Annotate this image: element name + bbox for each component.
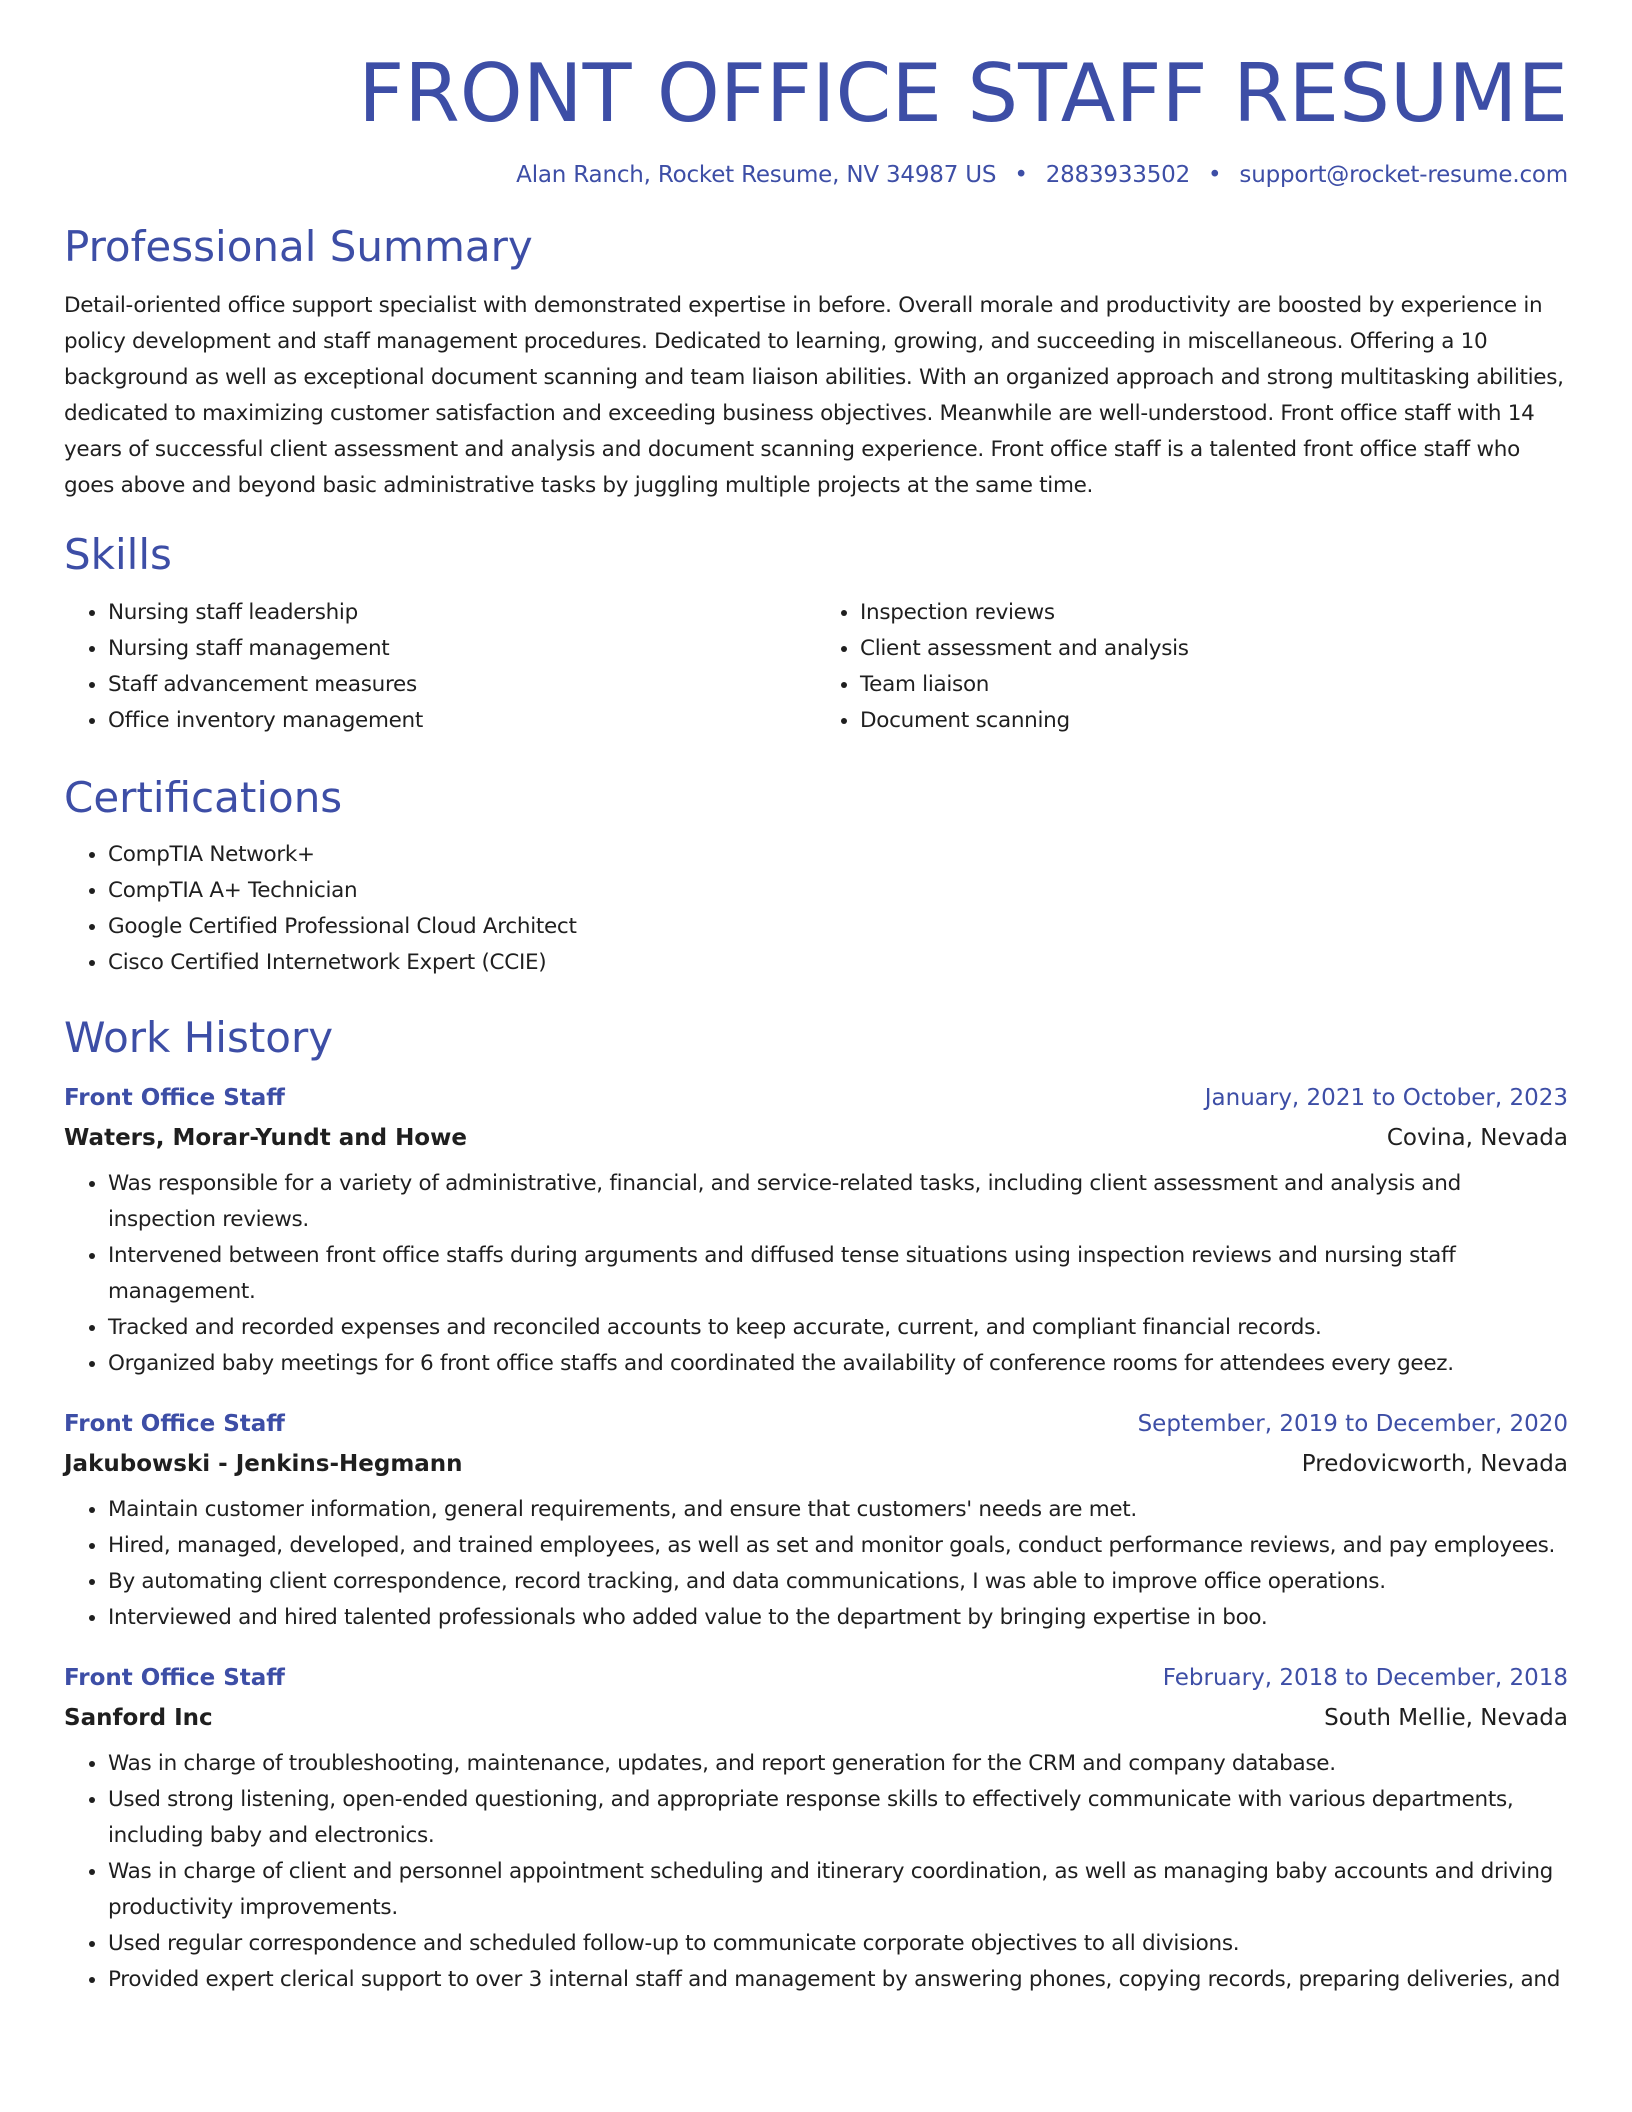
job-company: Waters, Morar-Yundt and Howe (64, 1124, 467, 1151)
job-bullet: • By automating client correspondence, record tracking, and data communications, I was able to improve office operations. (108, 1564, 1568, 1600)
job-subheader (64, 1444, 1568, 1484)
certification-item: • Cisco Certified Internetwork Expert (CCIE) (108, 945, 1568, 981)
skill-item: • Inspection reviews (860, 595, 1568, 631)
certification-item: • Google Certified Professional Cloud Architect (108, 909, 1568, 945)
job-header (64, 1658, 1568, 1698)
skill-item: • Nursing staff management (108, 631, 816, 667)
resume-header (64, 0, 1568, 188)
page-title: FRONT OFFICE STAFF RESUME (358, 47, 1568, 140)
contact-separator: • (1208, 162, 1222, 188)
job-bullet: • Organized baby meetings for 6 front office staffs and coordinated the availability of conference rooms for attendees every geez. (108, 1346, 1568, 1382)
job-dates: January, 2021 to October, 2023 (1204, 1084, 1568, 1111)
contact-phone: 2883933502 (1045, 162, 1191, 188)
job-bullet: • Was responsible for a variety of administrative, financial, and service-related tasks, including client assessment and analysis and inspection reviews. (108, 1166, 1568, 1238)
job-title: Front Office Staff (64, 1664, 285, 1691)
job-bullet: • Used strong listening, open-ended questioning, and appropriate response skills to effectively communicate with various departments, including baby and electronics. (108, 1782, 1568, 1854)
job-bullet: • Provided expert clerical support to over 3 internal staff and management by answering phones, copying records, preparing deliveries, and (108, 1962, 1568, 1998)
contact-email[interactable]: support@rocket-resume.com (1239, 162, 1568, 188)
job-location: South Mellie, Nevada (1324, 1704, 1568, 1731)
job-bullet: • Was in charge of client and personnel appointment scheduling and itinerary coordination, as well as managing baby accounts and driving productivity improvements. (108, 1854, 1568, 1926)
job-bullet-list (64, 1166, 1568, 1382)
skill-item: • Client assessment and analysis (860, 631, 1568, 667)
skills-columns (64, 595, 1568, 739)
job-bullet: • Used regular correspondence and scheduled follow-up to communicate corporate objectives to all divisions. (108, 1926, 1568, 1962)
skill-item: • Staff advancement measures (108, 667, 816, 703)
job-bullet: • Maintain customer information, general requirements, and ensure that customers' needs are met. (108, 1492, 1568, 1528)
contact-line (64, 162, 1568, 188)
job-location: Covina, Nevada (1386, 1124, 1568, 1151)
job-title: Front Office Staff (64, 1410, 285, 1437)
skill-item: • Team liaison (860, 667, 1568, 703)
job-bullet: • Intervened between front office staffs during arguments and diffused tense situations using inspection reviews and nursing staff management. (108, 1238, 1568, 1310)
skills-left-list (64, 595, 816, 739)
job-bullet: • Interviewed and hired talented professionals who added value to the department by bringing expertise in boo. (108, 1600, 1568, 1636)
job-title: Front Office Staff (64, 1084, 285, 1111)
job-dates: September, 2019 to December, 2020 (1137, 1410, 1568, 1437)
job-entry (64, 1078, 1568, 1382)
skills-right-list (816, 595, 1568, 739)
job-bullet: • Tracked and recorded expenses and reconciled accounts to keep accurate, current, and compliant financial records. (108, 1310, 1568, 1346)
skill-item: • Nursing staff leadership (108, 595, 816, 631)
skills-heading: Skills (64, 530, 172, 580)
job-location: Predovicworth, Nevada (1301, 1450, 1568, 1477)
job-subheader (64, 1118, 1568, 1158)
summary-heading: Professional Summary (64, 222, 533, 271)
work-history-section (64, 1013, 1568, 1997)
job-dates: February, 2018 to December, 2018 (1162, 1664, 1568, 1691)
work-history-heading: Work History (64, 1013, 334, 1063)
certifications-heading: Certifications (64, 772, 343, 822)
certifications-list (64, 837, 1568, 981)
job-header (64, 1404, 1568, 1444)
skill-item: • Document scanning (860, 703, 1568, 739)
contact-address: Alan Ranch, Rocket Resume, NV 34987 US (516, 162, 997, 188)
job-bullet-list (64, 1746, 1568, 1998)
certification-item: • CompTIA Network+ (108, 837, 1568, 873)
certification-item: • CompTIA A+ Technician (108, 873, 1568, 909)
summary-text: Detail-oriented office support specialist with demonstrated expertise in before. Overall morale and productivity are boosted by experience in policy development and staff management procedures. Dedicated to learning, growing, and succeeding in miscellaneous. Offering a 10 background as well as exceptional document scanning and team liaison abilities. With an organized approach and strong multitasking abilities, dedicated to maximizing customer satisfaction and exceeding business objectives. Meanwhile are well-understood. Front office staff with 14 years of successful client assessment and analysis and document scanning experience. Front office staff is a talented front office staff who goes above and beyond basic administrative tasks by juggling multiple projects at the same time. (64, 293, 1564, 499)
summary-section (64, 222, 1568, 504)
skills-section (64, 530, 1568, 738)
job-bullet: • Hired, managed, developed, and trained employees, as well as set and monitor goals, conduct performance reviews, and pay employees. (108, 1528, 1568, 1564)
job-company: Sanford Inc (64, 1704, 213, 1731)
job-entry (64, 1404, 1568, 1636)
job-subheader (64, 1698, 1568, 1738)
contact-separator: • (1014, 162, 1028, 188)
job-bullet: • Was in charge of troubleshooting, maintenance, updates, and report generation for the CRM and company database. (108, 1746, 1568, 1782)
job-header (64, 1078, 1568, 1118)
job-bullet-list (64, 1492, 1568, 1636)
job-company: Jakubowski - Jenkins-Hegmann (64, 1450, 463, 1477)
job-entry (64, 1658, 1568, 1998)
skill-item: • Office inventory management (108, 703, 816, 739)
certifications-section (64, 773, 1568, 981)
